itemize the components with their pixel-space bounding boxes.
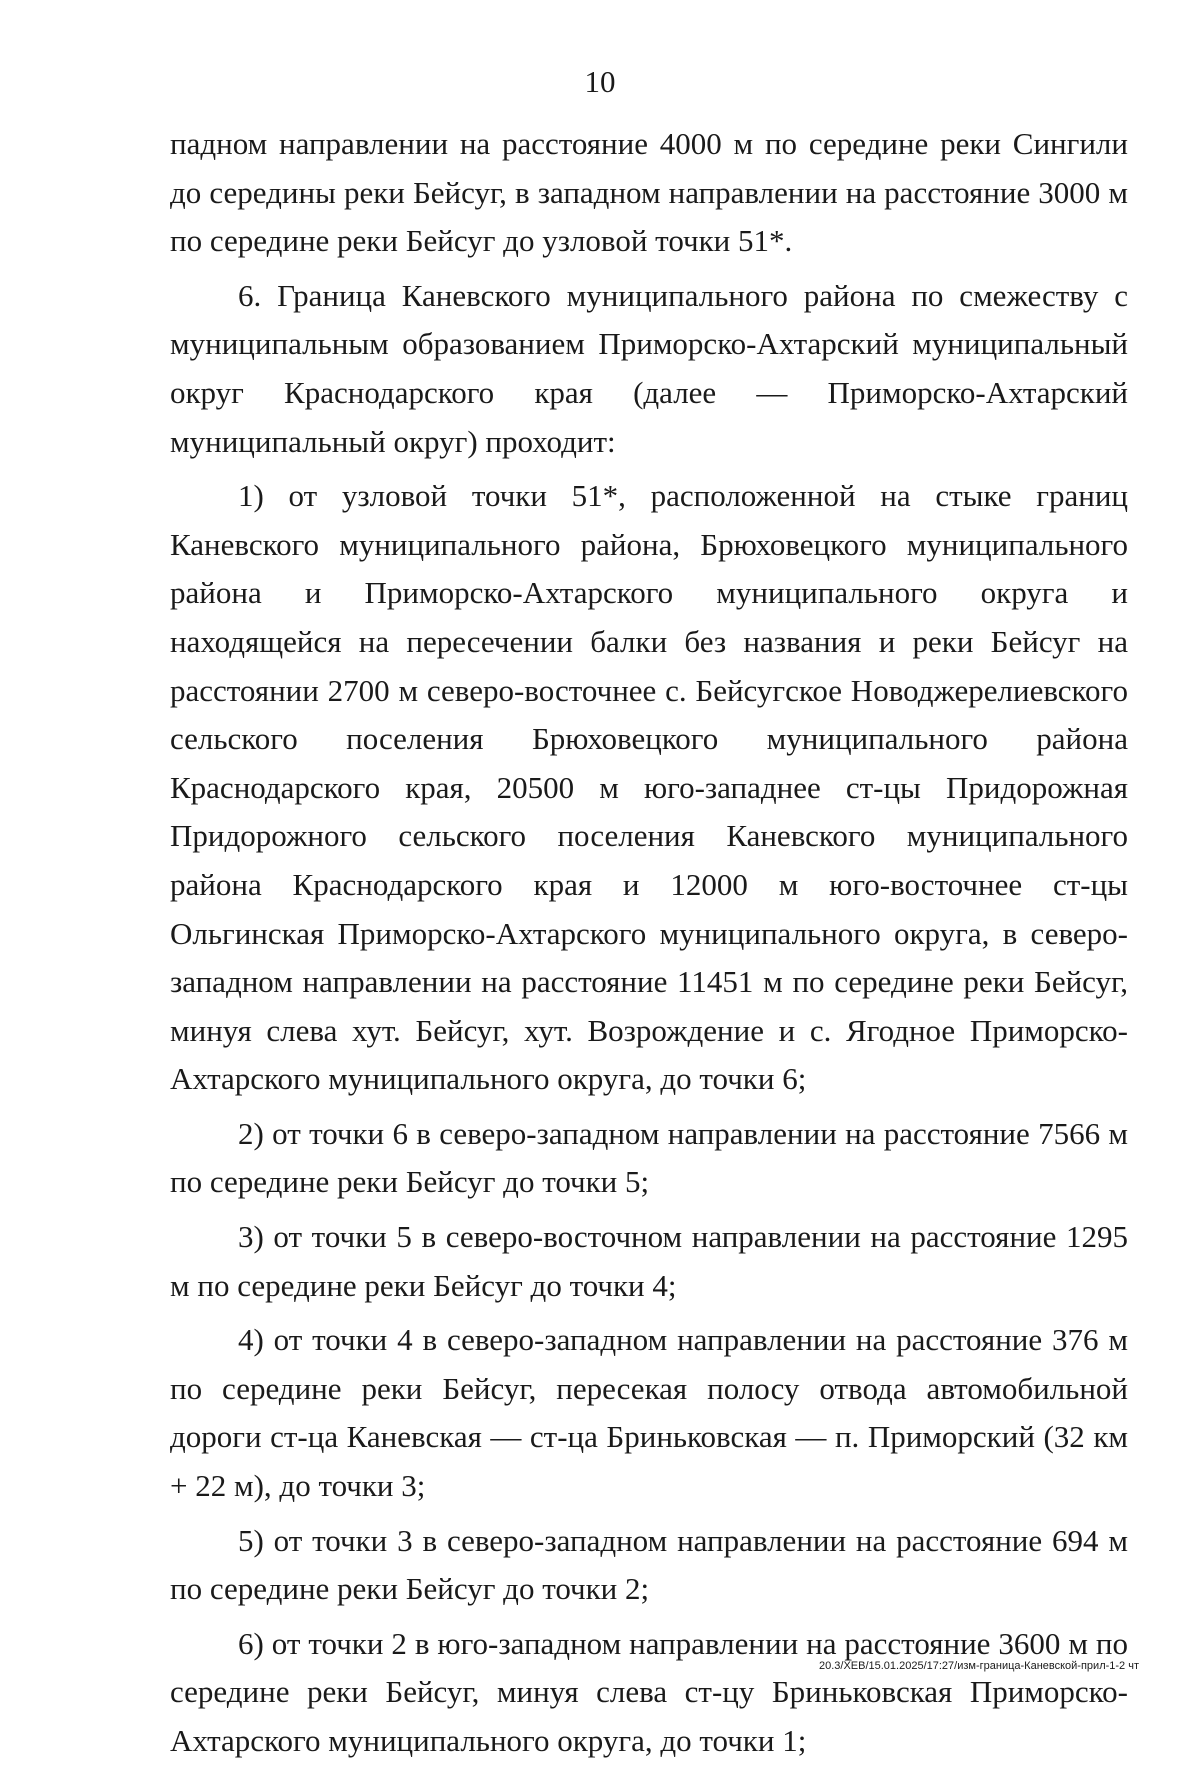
paragraph-item-6: 6) от точки 2 в юго-западном направлении на расстояние 3600 м по середине реки Бейсуг, минуя слева ст-цу Бриньковская Приморско-Ахтарского муниципального округа, до точки 1; bbox=[170, 1625, 1128, 1758]
paragraph-continuation: падном направлении на расстояние 4000 м по середине реки Сингили до середины реки Бейсуг, в западном направлении на расстояние 3000 м по середине реки Бейсуг до узловой точки 51*. bbox=[170, 126, 1128, 259]
document-body bbox=[170, 120, 1128, 1772]
page-number: 10 bbox=[584, 64, 616, 99]
paragraph-item-1: 1) от узловой точки 51*, расположенной на стыке границ Каневского муниципального района, Брюховецкого муниципального района и Приморско-Ахтарского муниципального округа и находящейся на пересечении балки без названия и реки Бейсуг на расстоянии 2700 м северо-восточнее с. Бейсугское Новоджерелиевского сельского поселения Брюховецкого муниципального района Краснодарского края, 20500 м юго-западнее ст-цы Придорожная Придорожного сельского поселения Каневского муниципального района Краснодарского края и 12000 м юго-восточнее ст-цы Ольгинская Приморско-Ахтарского муниципального округа, в северо-западном направлении на расстояние 11451 м по середине реки Бейсуг, минуя слева хут. Бейсуг, хут. Возрождение и с. Ягодное Приморско-Ахтарского муниципального округа, до точки 6; bbox=[170, 478, 1128, 1097]
paragraph-item-5: 5) от точки 3 в северо-западном направлении на расстояние 694 м по середине реки Бейсуг до точки 2; bbox=[170, 1522, 1128, 1607]
footer-file-reference: 20.3/ХЕВ/15.01.2025/17:27/изм-граница-Каневской-прил-1-2 чт bbox=[818, 1660, 1139, 1672]
paragraph-section-6: 6. Граница Каневского муниципального района по смежеству с муниципальным образованием Приморско-Ахтарский муниципальный округ Краснодарского края (далее — Приморско-Ахтарский муниципальный округ) проходит: bbox=[170, 277, 1128, 459]
paragraph-item-3: 3) от точки 5 в северо-восточном направлении на расстояние 1295 м по середине реки Бейсуг до точки 4; bbox=[170, 1219, 1128, 1303]
paragraph-item-2: 2) от точки 6 в северо-западном направлении на расстояние 7566 м по середине реки Бейсуг до точки 5; bbox=[170, 1115, 1128, 1200]
paragraph-item-4: 4) от точки 4 в северо-западном направлении на расстояние 376 м по середине реки Бейсуг, пересекая полосу отвода автомобильной дороги ст-ца Каневская — ст-ца Бриньковская — п. Приморский (32 км + 22 м), до точки 3; bbox=[170, 1322, 1128, 1504]
